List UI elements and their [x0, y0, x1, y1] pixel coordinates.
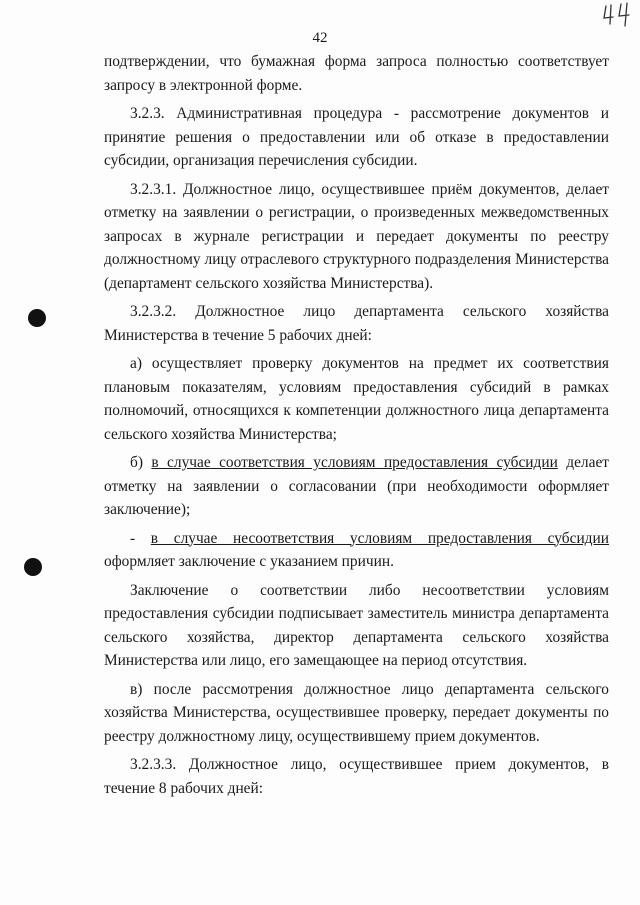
paragraph-item-c: в) после рассмотрения должностное лицо департамента сельского хозяйства Министерства, осуществившее проверку, передает документы по реестру должностному лицу, осуществившему прием документов.	[104, 680, 609, 745]
paragraph-continuation: подтверждении, что бумажная форма запроса полностью соответствует запросу в электронной форме.	[104, 53, 609, 94]
paragraph-conclusion: Заключение о соответствии либо несоответствии условиям предоставления субсидии подписывает заместитель министра департамента сельского хозяйства, директор департамента сельского хозяйства Министерства или лицо, его замещающее на период отсутствия.	[104, 581, 609, 669]
paragraph-item-b	[104, 451, 609, 522]
punch-hole-bottom	[24, 558, 42, 576]
paragraph-item-a: а) осуществляет проверку документов на предмет их соответствия плановым показателям, условиям предоставления субсидий в рамках полномочий, относящихся к компетенции должностного лица департамента сельского хозяйства Министерства;	[104, 355, 609, 443]
item-dash-suffix: оформляет заключение с указанием причин.	[104, 553, 394, 570]
paragraph-item-dash	[104, 527, 609, 574]
handwritten-page-number	[602, 2, 634, 28]
paragraph-3-2-3: 3.2.3. Административная процедура - рассмотрение документов и принятие решения о предоставлении или об отказе в предоставлении субсидии, организация перечисления субсидии.	[104, 105, 609, 169]
page-number: 42	[312, 30, 328, 46]
item-b-prefix: б)	[130, 454, 152, 471]
item-b-underlined: в случае соответствия условиям предоставления субсидии	[151, 454, 558, 471]
punch-hole-top	[28, 309, 46, 327]
item-dash-prefix: -	[130, 529, 151, 547]
item-dash-underlined: в случае несоответствия условиям предоставления субсидии	[150, 529, 609, 547]
paragraph-3-2-3-3: 3.2.3.3. Должностное лицо, осуществившее прием документов, в течение 8 рабочих дней:	[104, 756, 609, 797]
body-text	[104, 50, 609, 800]
paragraph-3-2-3-2: 3.2.3.2. Должностное лицо департамента сельского хозяйства Министерства в течение 5 рабочих дней:	[104, 303, 609, 344]
item-b-suffix: делает отметку на заявлении о согласовании (при необходимости оформляет заключение);	[104, 454, 610, 518]
paragraph-3-2-3-1: 3.2.3.1. Должностное лицо, осуществившее приём документов, делает отметку на заявлении о регистрации, о произведенных межведомственных запросах в журнале регистрации и передает документы по реестру должностному лицу отраслевого структурного подразделения Министерства (департамент сельского хозяйства Министерства).	[104, 180, 609, 292]
